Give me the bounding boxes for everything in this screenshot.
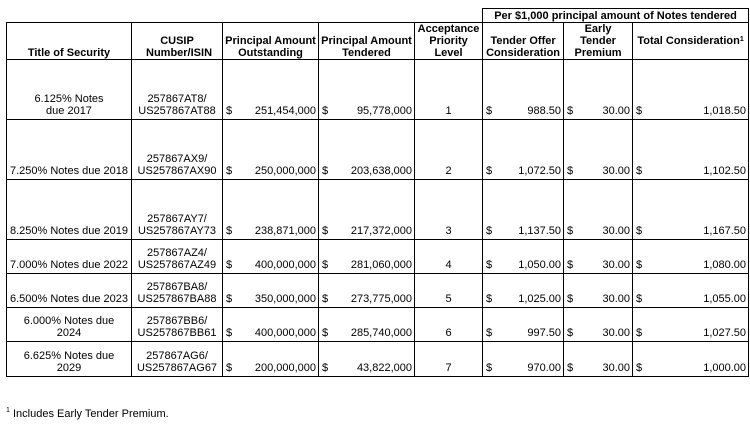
table-row bbox=[7, 120, 749, 180]
cell-cusip-isin bbox=[132, 240, 223, 274]
cell-title bbox=[7, 274, 132, 308]
cell-total-value: 1,000.00 bbox=[703, 362, 747, 374]
cell-tender-offer bbox=[483, 180, 564, 240]
header-early-premium: Early Tender Premium bbox=[564, 23, 633, 60]
currency-symbol: $ bbox=[567, 259, 574, 271]
isin: US257867BA88 bbox=[137, 293, 217, 305]
cusip: 257867AY7/ bbox=[147, 213, 207, 225]
table-row bbox=[7, 274, 749, 308]
cell-total bbox=[633, 60, 749, 120]
cell-tender-offer-value: 1,137.50 bbox=[518, 225, 562, 237]
title-line-1: 6.625% Notes due bbox=[23, 350, 115, 362]
cusip: 257867BB6/ bbox=[146, 315, 208, 327]
cell-tendered bbox=[319, 180, 415, 240]
header-total-footnote-mark: 1 bbox=[739, 36, 744, 43]
currency-symbol: $ bbox=[226, 327, 233, 339]
table-row bbox=[7, 342, 749, 377]
cell-outstanding bbox=[223, 240, 319, 274]
cell-early-premium-value: 30.00 bbox=[602, 165, 631, 177]
cell-outstanding-value: 400,000,000 bbox=[254, 327, 316, 339]
cell-total-value: 1,055.00 bbox=[703, 293, 747, 305]
currency-symbol: $ bbox=[226, 105, 233, 117]
header-tender-offer: Tender Offer Consideration bbox=[483, 23, 564, 60]
cusip: 257867AT8/ bbox=[147, 93, 207, 105]
title-line-1: 6.000% Notes due bbox=[23, 315, 115, 327]
cell-outstanding-value: 350,000,000 bbox=[254, 293, 316, 305]
currency-symbol: $ bbox=[486, 259, 493, 271]
cusip: 257867AX9/ bbox=[146, 153, 208, 165]
cell-total-value: 1,167.50 bbox=[703, 225, 747, 237]
currency-symbol: $ bbox=[567, 327, 574, 339]
cell-title bbox=[7, 120, 132, 180]
cell-early-premium-value: 30.00 bbox=[602, 259, 631, 271]
currency-symbol: $ bbox=[636, 293, 643, 305]
cell-title bbox=[7, 60, 132, 120]
footnote-text: Includes Early Tender Premium. bbox=[12, 408, 169, 420]
cell-tender-offer bbox=[483, 240, 564, 274]
currency-symbol: $ bbox=[486, 293, 493, 305]
footnote bbox=[6, 408, 169, 420]
cell-early-premium bbox=[564, 342, 633, 377]
table-row bbox=[7, 180, 749, 240]
cell-early-premium bbox=[564, 60, 633, 120]
cell-outstanding bbox=[223, 180, 319, 240]
cell-title bbox=[7, 240, 132, 274]
table-row bbox=[7, 308, 749, 342]
tender-table-wrapper bbox=[6, 8, 748, 377]
cell-outstanding-value: 238,871,000 bbox=[254, 225, 316, 237]
cell-outstanding bbox=[223, 120, 319, 180]
cell-tendered-value: 273,775,000 bbox=[350, 293, 412, 305]
cell-tender-offer bbox=[483, 342, 564, 377]
cell-title bbox=[7, 308, 132, 342]
header-row bbox=[7, 23, 749, 60]
banner-header: Per $1,000 principal amount of Notes tendered bbox=[483, 9, 749, 23]
currency-symbol: $ bbox=[486, 362, 493, 374]
cell-total bbox=[633, 308, 749, 342]
cell-tendered bbox=[319, 60, 415, 120]
isin: US257867AX90 bbox=[137, 165, 217, 177]
cell-outstanding bbox=[223, 60, 319, 120]
isin: US257867AG67 bbox=[136, 362, 218, 374]
currency-symbol: $ bbox=[567, 105, 574, 117]
cell-total bbox=[633, 240, 749, 274]
currency-symbol: $ bbox=[322, 362, 329, 374]
cell-tender-offer bbox=[483, 60, 564, 120]
cell-tendered-value: 217,372,000 bbox=[350, 225, 412, 237]
isin: US257867AY73 bbox=[137, 225, 217, 237]
cusip: 257867AG6/ bbox=[146, 350, 208, 362]
cell-outstanding bbox=[223, 342, 319, 377]
title-line-1: 7.250% Notes due 2018 bbox=[9, 165, 129, 177]
currency-symbol: $ bbox=[567, 362, 574, 374]
cell-outstanding bbox=[223, 274, 319, 308]
cell-outstanding-value: 400,000,000 bbox=[254, 259, 316, 271]
currency-symbol: $ bbox=[567, 165, 574, 177]
cell-early-premium-value: 30.00 bbox=[602, 293, 631, 305]
cell-tendered-value: 95,778,000 bbox=[356, 105, 412, 117]
cell-priority: 4 bbox=[415, 240, 483, 274]
cell-tendered bbox=[319, 120, 415, 180]
cell-total bbox=[633, 342, 749, 377]
footnote-mark: 1 bbox=[6, 407, 10, 414]
title-line-1: 7.000% Notes due 2022 bbox=[9, 259, 129, 271]
cell-early-premium bbox=[564, 308, 633, 342]
tender-offer-table bbox=[6, 8, 749, 377]
currency-symbol: $ bbox=[636, 105, 643, 117]
cell-tender-offer bbox=[483, 274, 564, 308]
cell-total-value: 1,102.50 bbox=[703, 165, 747, 177]
cell-cusip-isin bbox=[132, 60, 223, 120]
header-priority: Acceptance Priority Level bbox=[415, 23, 483, 60]
cell-outstanding bbox=[223, 308, 319, 342]
header-outstanding: Principal Amount Outstanding bbox=[223, 23, 319, 60]
currency-symbol: $ bbox=[226, 362, 233, 374]
header-title: Title of Security bbox=[7, 23, 132, 60]
cusip: 257867AZ4/ bbox=[147, 247, 207, 259]
cell-tendered-value: 43,822,000 bbox=[356, 362, 412, 374]
isin: US257867AT88 bbox=[138, 105, 216, 117]
cell-tender-offer-value: 970.00 bbox=[527, 362, 562, 374]
isin: US257867AZ49 bbox=[137, 259, 217, 271]
cusip: 257867BA8/ bbox=[146, 281, 208, 293]
cell-title bbox=[7, 180, 132, 240]
cell-tendered bbox=[319, 308, 415, 342]
cell-cusip-isin bbox=[132, 274, 223, 308]
cell-tendered-value: 281,060,000 bbox=[350, 259, 412, 271]
cell-cusip-isin bbox=[132, 342, 223, 377]
currency-symbol: $ bbox=[226, 293, 233, 305]
currency-symbol: $ bbox=[322, 105, 329, 117]
cell-early-premium-value: 30.00 bbox=[602, 327, 631, 339]
header-tendered: Principal Amount Tendered bbox=[319, 23, 415, 60]
currency-symbol: $ bbox=[226, 165, 233, 177]
currency-symbol: $ bbox=[322, 327, 329, 339]
currency-symbol: $ bbox=[486, 225, 493, 237]
title-line-1: 6.500% Notes due 2023 bbox=[9, 293, 129, 305]
currency-symbol: $ bbox=[322, 259, 329, 271]
currency-symbol: $ bbox=[322, 293, 329, 305]
header-cusip: CUSIP Number/ISIN bbox=[132, 23, 223, 60]
cell-tender-offer-value: 997.50 bbox=[527, 327, 562, 339]
cell-tendered bbox=[319, 240, 415, 274]
cell-tendered-value: 285,740,000 bbox=[350, 327, 412, 339]
isin: US257867BB61 bbox=[137, 327, 217, 339]
currency-symbol: $ bbox=[636, 362, 643, 374]
cell-tender-offer-value: 1,025.00 bbox=[518, 293, 562, 305]
cell-total-value: 1,080.00 bbox=[703, 259, 747, 271]
cell-cusip-isin bbox=[132, 180, 223, 240]
cell-cusip-isin bbox=[132, 120, 223, 180]
currency-symbol: $ bbox=[567, 293, 574, 305]
cell-title bbox=[7, 342, 132, 377]
cell-outstanding-value: 251,454,000 bbox=[254, 105, 316, 117]
cell-total-value: 1,018.50 bbox=[703, 105, 747, 117]
title-line-2: 2029 bbox=[56, 362, 82, 374]
cell-early-premium bbox=[564, 180, 633, 240]
cell-priority: 3 bbox=[415, 180, 483, 240]
currency-symbol: $ bbox=[322, 225, 329, 237]
currency-symbol: $ bbox=[636, 165, 643, 177]
cell-outstanding-value: 200,000,000 bbox=[254, 362, 316, 374]
currency-symbol: $ bbox=[636, 259, 643, 271]
title-line-2: due 2017 bbox=[46, 105, 92, 117]
cell-early-premium-value: 30.00 bbox=[602, 105, 631, 117]
cell-total bbox=[633, 120, 749, 180]
header-total-label: Total Consideration bbox=[637, 35, 740, 47]
currency-symbol: $ bbox=[567, 225, 574, 237]
banner-spacer bbox=[7, 9, 483, 23]
currency-symbol: $ bbox=[322, 165, 329, 177]
cell-priority: 7 bbox=[415, 342, 483, 377]
table-row bbox=[7, 240, 749, 274]
cell-priority: 1 bbox=[415, 60, 483, 120]
cell-total bbox=[633, 180, 749, 240]
cell-total bbox=[633, 274, 749, 308]
cell-early-premium bbox=[564, 274, 633, 308]
cell-tender-offer bbox=[483, 120, 564, 180]
currency-symbol: $ bbox=[486, 105, 493, 117]
cell-tender-offer-value: 1,050.00 bbox=[518, 259, 562, 271]
title-line-2: 2024 bbox=[56, 327, 82, 339]
cell-tender-offer-value: 988.50 bbox=[527, 105, 562, 117]
cell-early-premium bbox=[564, 240, 633, 274]
title-line-1: 8.250% Notes due 2019 bbox=[9, 225, 129, 237]
cell-cusip-isin bbox=[132, 308, 223, 342]
title-line-1: 6.125% Notes bbox=[34, 93, 104, 105]
currency-symbol: $ bbox=[636, 225, 643, 237]
banner-row bbox=[7, 9, 749, 23]
currency-symbol: $ bbox=[636, 327, 643, 339]
cell-priority: 2 bbox=[415, 120, 483, 180]
cell-priority: 6 bbox=[415, 308, 483, 342]
cell-tendered-value: 203,638,000 bbox=[350, 165, 412, 177]
cell-total-value: 1,027.50 bbox=[703, 327, 747, 339]
table-row bbox=[7, 60, 749, 120]
cell-early-premium-value: 30.00 bbox=[602, 225, 631, 237]
currency-symbol: $ bbox=[486, 165, 493, 177]
cell-early-premium bbox=[564, 120, 633, 180]
cell-tender-offer-value: 1,072.50 bbox=[518, 165, 562, 177]
cell-tendered bbox=[319, 342, 415, 377]
cell-outstanding-value: 250,000,000 bbox=[254, 165, 316, 177]
cell-tender-offer bbox=[483, 308, 564, 342]
currency-symbol: $ bbox=[226, 259, 233, 271]
currency-symbol: $ bbox=[226, 225, 233, 237]
cell-priority: 5 bbox=[415, 274, 483, 308]
currency-symbol: $ bbox=[486, 327, 493, 339]
cell-tendered bbox=[319, 274, 415, 308]
header-total bbox=[633, 23, 749, 60]
cell-early-premium-value: 30.00 bbox=[602, 362, 631, 374]
